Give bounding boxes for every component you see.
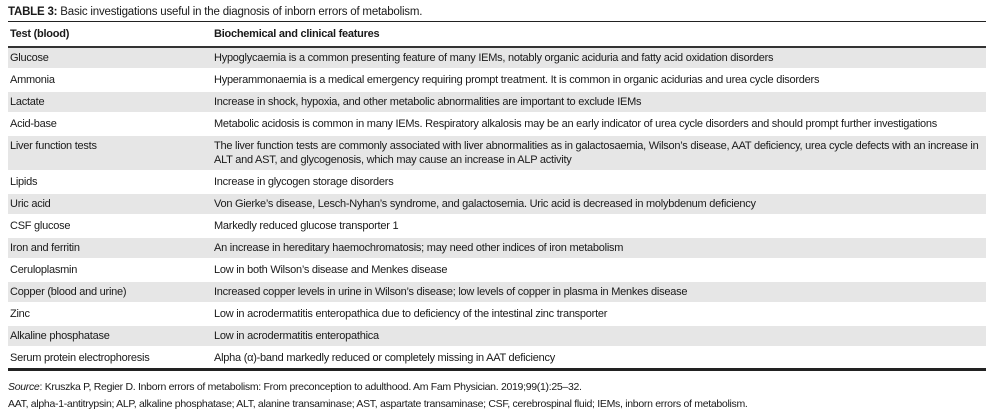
test-name-cell: Acid-base [10,118,57,130]
table-row [8,303,986,325]
source-citation: : Kruszka P, Regier D. Inborn errors of metabolism: From preconception to adulthood. Am Fam Physician. 2019;99(1):25–32. [39,381,582,393]
features-cell: Increased copper levels in urine in Wilson’s disease; low levels of copper in plasma in Menkes disease [212,281,986,303]
test-name-cell: Uric acid [8,193,212,215]
test-name-cell: Ceruloplasmin [10,264,78,276]
table-row [8,91,986,113]
table-row [8,259,986,281]
table-row [8,113,986,135]
features-cell: Hyperammonaemia is a medical emergency requiring prompt treatment. It is common in organic acidurias and urea cycle disorders [214,74,820,86]
column-header-test: Test (blood) [8,22,212,47]
source-label: Source [8,381,40,393]
table-caption [8,4,986,22]
table-row [8,47,986,69]
abbreviations-note: AAT, alpha-1-antitrypsin; ALP, alkaline phosphatase; ALT, alanine transaminase; AST, aspartate transaminase; CSF, cerebrospinal fluid; IEMs, inborn errors of metabolism. [8,398,748,410]
features-cell: Von Gierke’s disease, Lesch-Nyhan’s syndrome, and galactosemia. Uric acid is decreased in molybdenum deficiency [212,193,986,215]
features-cell: An increase in hereditary haemochromatosis; may need other indices of iron metabolism [212,237,986,259]
table-label: TABLE 3: [8,6,58,18]
features-cell: Low in acrodermatitis enteropathica [212,325,986,347]
test-name-cell: Alkaline phosphatase [8,325,212,347]
features-cell: Hypoglycaemia is a common presenting feature of many IEMs, notably organic aciduria and fatty acid oxidation disorders [212,47,986,69]
table-footnotes [8,379,986,413]
features-cell: Low in both Wilson’s disease and Menkes disease [214,264,448,276]
features-cell: Low in acrodermatitis enteropathica due to deficiency of the intestinal zinc transporter [214,308,608,320]
test-name-cell: Zinc [10,308,30,320]
test-name-cell: Liver function tests [8,135,212,171]
test-name-cell: Lipids [10,176,38,188]
table-container [8,4,986,413]
test-name-cell: CSF glucose [10,220,71,232]
table-row [8,237,986,259]
features-cell: Increase in shock, hypoxia, and other metabolic abnormalities are important to exclude IEMs [212,91,986,113]
investigations-table [8,22,986,371]
test-name-cell: Iron and ferritin [8,237,212,259]
table-row [8,193,986,215]
source-note [8,379,986,396]
features-cell: Metabolic acidosis is common in many IEMs. Respiratory alkalosis may be an early indicator of urea cycle disorders and should prompt further investigations [214,118,938,130]
column-header-features: Biochemical and clinical features [212,22,986,47]
test-name-cell: Ammonia [10,74,55,86]
test-name-cell: Copper (blood and urine) [8,281,212,303]
table-row [8,325,986,347]
table-row [8,281,986,303]
features-cell: Increase in glycogen storage disorders [214,176,394,188]
table-row [8,347,986,370]
features-cell: The liver function tests are commonly associated with liver abnormalities as in galactosaemia, Wilson’s disease, AAT deficiency, urea cycle defects with an increase in ALT and AST, and glycogenosis, which may cause an increase in ALP activity [212,135,986,171]
features-cell: Markedly reduced glucose transporter 1 [214,220,399,232]
test-name-cell: Glucose [8,47,212,69]
table-row [8,69,986,91]
test-name-cell: Serum protein electrophoresis [10,352,150,364]
table-row [8,135,986,171]
features-cell: Alpha (α)-band markedly reduced or completely missing in AAT deficiency [214,352,555,364]
test-name-cell: Lactate [8,91,212,113]
table-row [8,171,986,193]
caption-text: Basic investigations useful in the diagnosis of inborn errors of metabolism. [57,6,423,18]
table-row [8,215,986,237]
